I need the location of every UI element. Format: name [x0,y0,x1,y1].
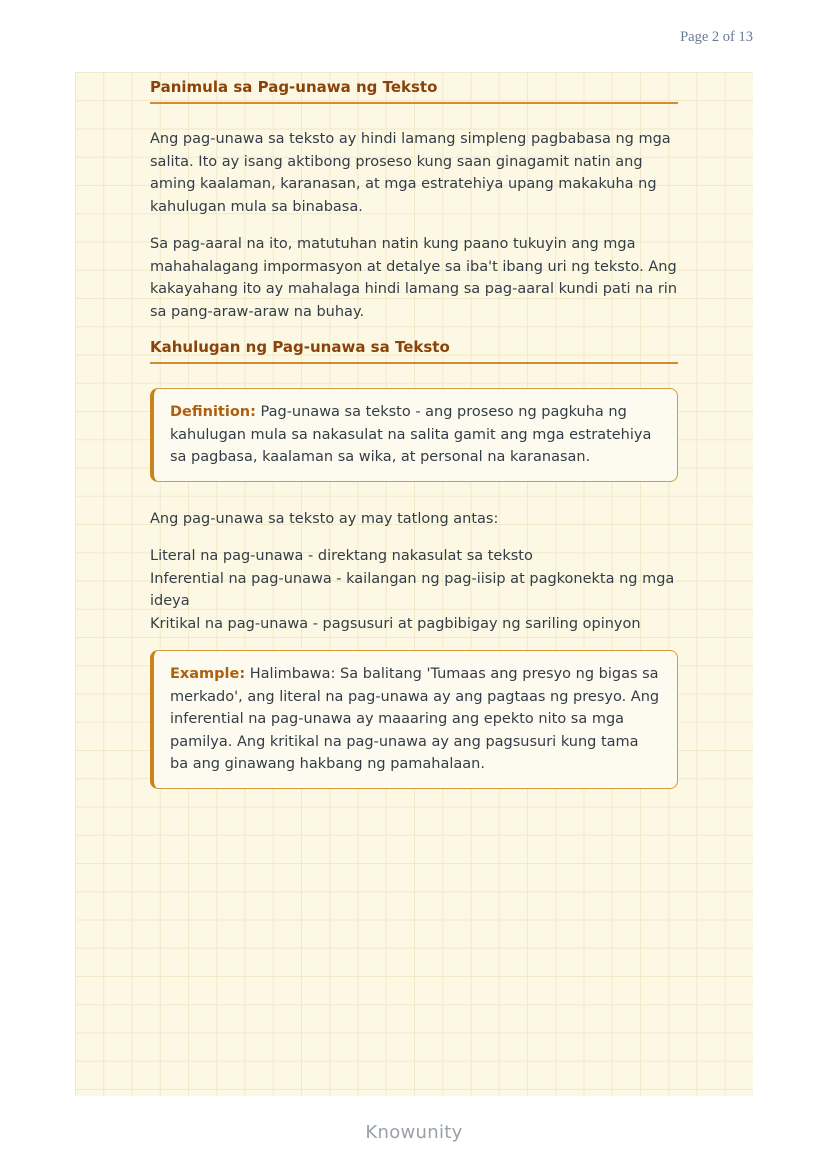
heading-underline [150,102,678,104]
definition-box [150,388,678,482]
section-heading-panimula: Panimula sa Pag-unawa ng Teksto [150,78,438,96]
footer-brand: Knowunity [365,1122,463,1143]
section-heading-kahulugan: Kahulugan ng Pag-unawa sa Teksto [150,338,450,356]
notes-paper [75,72,753,1096]
page-indicator: Page 2 of 13 [680,29,753,45]
example-box [150,650,678,789]
example-text [170,663,661,776]
definition-label: Definition: [170,404,256,420]
heading-underline [150,362,678,364]
definition-body: Pag-unawa sa teksto - ang proseso ng pagkuha ng kahulugan mula sa nakasulat na salita gamit ang mga estratehiya sa pagbasa, kaalaman sa wika, at personal na karanasan. [170,404,652,465]
example-label: Example: [170,666,246,682]
paragraph-intro-2: Sa pag-aaral na ito, matutuhan natin kung paano tukuyin ang mga mahahalagang impormasyon at detalye sa iba't ibang uri ng teksto. Ang kakayahang ito ay mahalaga hindi lamang sa pag-aaral kundi pati na rin sa pang-araw-araw na buhay. [150,236,678,320]
paragraph-intro-1: Ang pag-unawa sa teksto ay hindi lamang simpleng pagbabasa ng mga salita. Ito ay isang aktibong proseso kung saan ginagamit natin ang aming kaalaman, karanasan, at mga estratehiya upang makakuha ng kahulugan mula sa binabasa. [150,131,671,215]
definition-text [170,401,661,469]
level-item-inferential: Inferential na pag-unawa - kailangan ng pag-iisip at pagkonekta ng mga ideya [150,570,675,609]
level-item-kritikal: Kritikal na pag-unawa - pagsusuri at pagbibigay ng sariling opinyon [150,615,641,632]
level-item-literal: Literal na pag-unawa - direktang nakasulat sa teksto [150,548,533,564]
example-body: Halimbawa: Sa balitang 'Tumaas ang presyo ng bigas sa merkado', ang literal na pag-unawa ay ang pagtaas ng presyo. Ang inferential na pag-unawa ay maaaring ang epekto nito sa mga pamilya. Ang kritikal na pag-unawa ay ang pagsusuri kung tama ba ang ginawang hakbang ng pamahalaan. [170,666,660,772]
levels-list [150,545,678,635]
levels-intro: Ang pag-unawa sa teksto ay may tatlong antas: [150,510,499,527]
